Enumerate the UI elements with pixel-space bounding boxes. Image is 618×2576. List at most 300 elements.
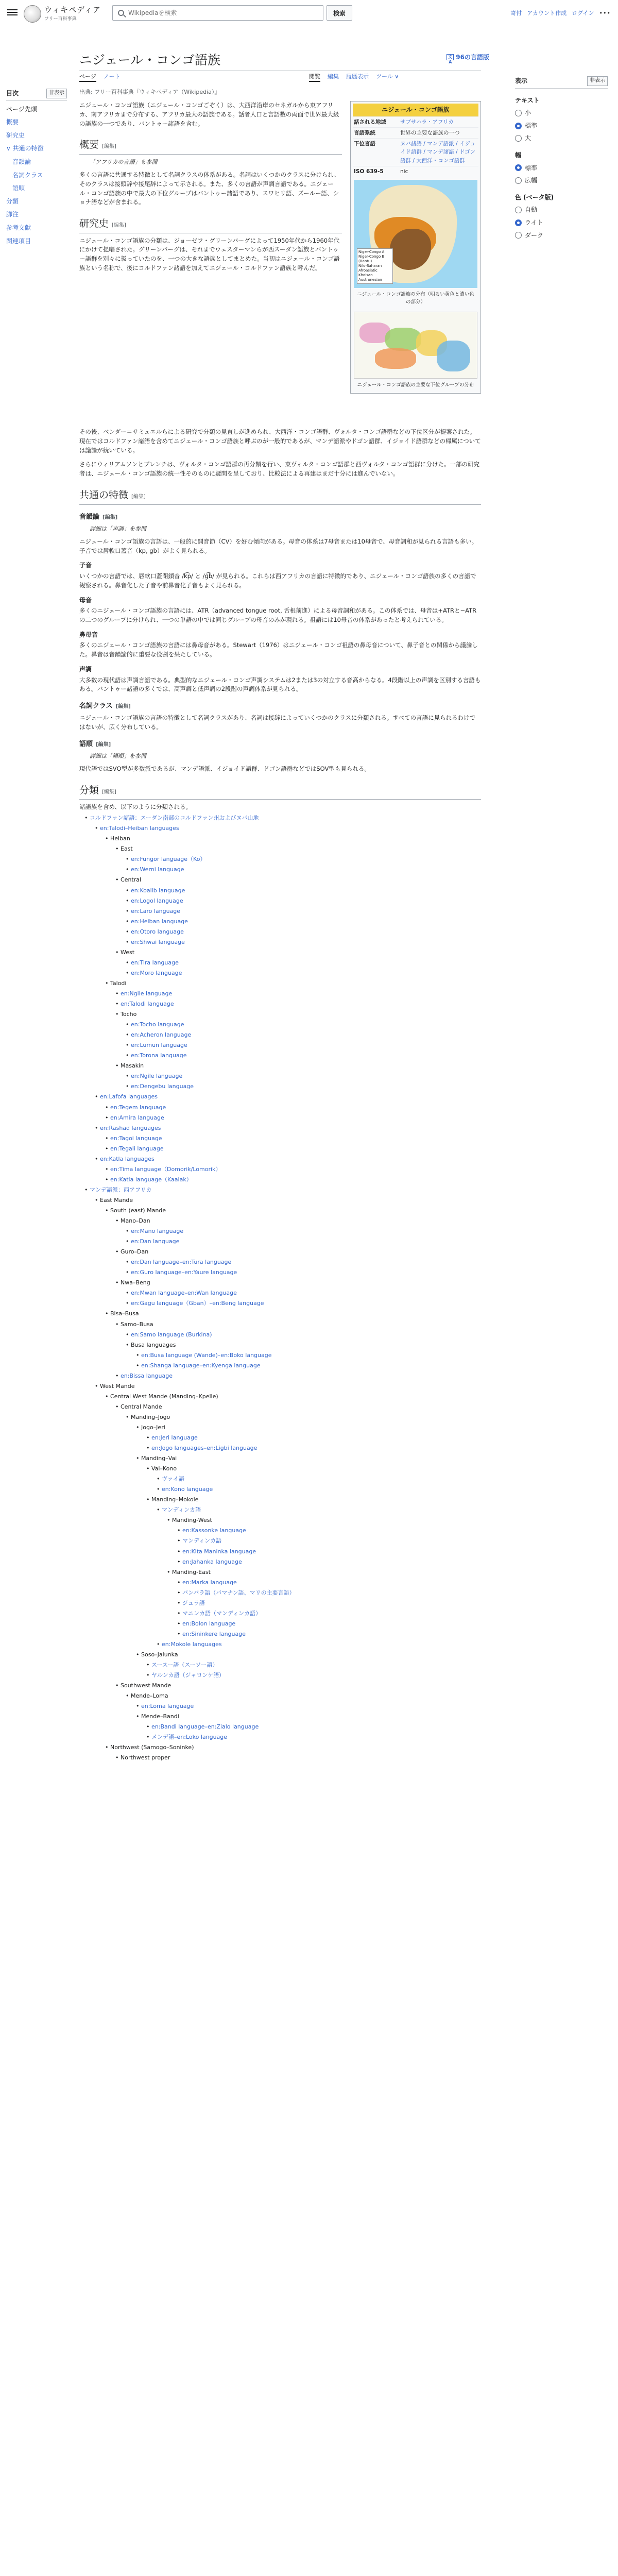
bullet-icon: •: [157, 1640, 162, 1648]
tree-node: [79, 927, 481, 936]
source-line: 出典: フリー百科事典『ウィキペディア（Wikipedia）』: [79, 89, 220, 95]
page-title: ニジェール・コンゴ語族: [79, 53, 221, 67]
toc-item[interactable]: ページ先頭: [6, 105, 37, 113]
subsection-heading: [79, 739, 481, 750]
bullet-icon: •: [105, 1744, 110, 1751]
tree-group-label: Manding-West: [172, 1517, 212, 1524]
tab-history[interactable]: 履歴表示: [346, 73, 369, 80]
tree-link[interactable]: マンデ語派：西アフリカ: [90, 1186, 152, 1193]
edit-link[interactable]: [編集]: [131, 494, 146, 500]
bullet-icon: •: [136, 1455, 141, 1462]
bullet-icon: •: [126, 918, 131, 925]
paragraph: 多くのニジェール・コンゴ語族の言語には、ATR（advanced tongue root, 舌根前進）による母音調和がある。この体系では、母音は+ATRと−ATRの二つのグループに分けられ、一つの単語の中では同じグループの母音のみが現れる。祖語には10母音の体系があったと考えられている。: [79, 607, 477, 623]
radio-label: 大: [525, 134, 531, 142]
tree-group-label: East: [121, 845, 133, 853]
tree-node: [79, 1722, 481, 1731]
infobox-key: 下位言語: [354, 141, 375, 147]
bullet-icon: •: [126, 1290, 131, 1297]
toc-item[interactable]: 概要: [6, 118, 19, 126]
tree-group-label: Heiban: [110, 835, 130, 842]
tree-group-label: Masakin: [121, 1062, 144, 1070]
tree-node: [79, 834, 481, 843]
tree-group-label: Manding–Jogo: [131, 1413, 170, 1420]
view-tabs: [309, 72, 399, 82]
tree-link[interactable]: en:Shanga language–en:Kyenga language: [141, 1362, 261, 1369]
tree-link[interactable]: en:Shwai language: [131, 938, 185, 945]
bullet-icon: •: [126, 1052, 131, 1059]
tree-link[interactable]: コルドファン諸語：スーダン南部のコルドファン州およびヌバ山地: [90, 815, 259, 822]
bullet-icon: •: [105, 1176, 110, 1183]
bullet-icon: •: [126, 969, 131, 976]
tree-group-label: Central West Mande (Manding–Kpelle): [110, 1393, 218, 1400]
table-of-contents: [6, 89, 67, 249]
edit-link[interactable]: [編集]: [102, 789, 116, 795]
tree-link[interactable]: en:Dan language: [131, 1238, 180, 1245]
tree-link[interactable]: en:Kono language: [162, 1486, 213, 1493]
tree-link[interactable]: en:Kita Maninka language: [182, 1548, 256, 1555]
tree-group-label: Guro–Dan: [121, 1248, 149, 1256]
tree-node: [79, 1175, 481, 1184]
tree-link[interactable]: マニンカ語（マンディンカ語）: [182, 1609, 262, 1617]
tree-group-label: Talodi: [110, 979, 127, 987]
bullet-icon: •: [95, 1196, 100, 1204]
bullet-icon: •: [126, 1042, 131, 1049]
wikipedia-logo[interactable]: [24, 4, 101, 23]
tree-node: [79, 1464, 481, 1473]
paragraph: 諸語族を含め、以下のように分類される。: [79, 803, 192, 811]
infobox-key: ISO 639-5: [354, 168, 384, 175]
tree-group-label: Busa languages: [131, 1341, 176, 1348]
tree-link[interactable]: en:Koalib language: [131, 887, 185, 894]
tab-read[interactable]: 閲覧: [309, 72, 320, 82]
distribution-map[interactable]: [354, 180, 477, 288]
infobox-value[interactable]: サブサハラ・アフリカ: [400, 118, 454, 125]
tree-node: [79, 1671, 481, 1680]
edit-link[interactable]: [編集]: [112, 223, 126, 229]
bullet-icon: •: [146, 1662, 151, 1669]
subsection-title: 音韻論: [79, 513, 100, 521]
bullet-icon: •: [126, 1259, 131, 1266]
section-title: 概要: [79, 139, 99, 151]
text-size-label: テキスト: [515, 96, 540, 104]
tree-link[interactable]: en:Tira language: [131, 959, 179, 966]
map-region: [437, 341, 470, 371]
tree-node: [79, 875, 481, 884]
tree-link[interactable]: en:Sininkere language: [182, 1630, 246, 1637]
tree-node: [79, 1547, 481, 1556]
toc-item[interactable]: 参考文献: [6, 224, 31, 231]
map-legend: [357, 248, 393, 284]
toc-item[interactable]: 関連項目: [6, 237, 31, 245]
tree-node: [79, 948, 481, 957]
appearance-hide-button[interactable]: 非表示: [587, 76, 608, 86]
bullet-icon: •: [105, 835, 110, 842]
tree-link[interactable]: en:Mokole languages: [162, 1640, 222, 1648]
subgroup-map[interactable]: [354, 312, 477, 379]
create-account-link[interactable]: アカウント作成: [527, 10, 567, 16]
appearance-title: 表示: [515, 77, 528, 84]
tree-link[interactable]: en:Lumun language: [131, 1042, 187, 1049]
infobox-value: nic: [400, 168, 408, 175]
tree-node: [79, 1660, 481, 1669]
bullet-icon: •: [146, 1734, 151, 1741]
tree-node: [79, 1402, 481, 1411]
tree-node: [79, 1185, 481, 1194]
tree-link[interactable]: マンディンカ語: [162, 1506, 201, 1514]
tree-node: [79, 1061, 481, 1070]
tree-node: [79, 1743, 481, 1752]
tree-link[interactable]: en:Guro language–en:Yaure language: [131, 1269, 237, 1276]
bullet-icon: •: [105, 1165, 110, 1173]
section-title: 共通の特徴: [79, 489, 129, 501]
paragraph: さらにウィリアムソンとブレンチは、ヴォルタ・コンゴ語群の再分類を行い、東ヴォルタ・コンゴ語群と西ヴォルタ・コンゴ語群に分けた。一部の研究者は、ニジェール・コンゴ語族の統一性そのものに疑問を呈しており、比較法による再建はまだ十分には進んでいない。: [79, 461, 479, 478]
width-wide[interactable]: [515, 176, 608, 185]
bullet-icon: •: [177, 1558, 182, 1565]
tree-node: [79, 1733, 481, 1741]
toc-hide-button[interactable]: 非表示: [46, 89, 67, 98]
section-title: 研究史: [79, 218, 109, 230]
bullet-icon: •: [126, 1413, 131, 1420]
tree-link[interactable]: en:Loma language: [141, 1703, 194, 1710]
tree-group-label: South (east) Mande: [110, 1207, 166, 1214]
tree-node: [79, 1516, 481, 1524]
main-menu-icon[interactable]: [7, 8, 18, 18]
bullet-icon: •: [126, 1073, 131, 1080]
tree-node: [79, 1144, 481, 1153]
bullet-icon: •: [115, 876, 121, 884]
tree-group-label: West Mande: [100, 1382, 135, 1389]
toc-item[interactable]: 名詞クラス: [12, 171, 43, 179]
radio-label: ダーク: [525, 231, 544, 239]
tree-node: [79, 1485, 481, 1494]
tree-node: [79, 1051, 481, 1060]
text-size-standard[interactable]: [515, 121, 608, 131]
tree-link[interactable]: en:Jahanka language: [182, 1558, 242, 1565]
tree-node: [79, 1320, 481, 1329]
tree-link[interactable]: ジュラ語: [182, 1599, 205, 1606]
tree-node: [79, 1557, 481, 1566]
bullet-icon: •: [105, 979, 110, 987]
tree-link[interactable]: en:Fungor language（Ko）: [131, 856, 206, 863]
radio-icon: [515, 232, 522, 239]
tree-link[interactable]: メンデ語–en:Loko language: [151, 1734, 228, 1741]
paragraph: 大多数の現代語は声調言語である。典型的なニジェール・コンゴ声調システムは2または3の対立する音高からなる。4段階以上の声調を区別する言語もある。バントゥー諸語の多くでは、高声調と低声調の2段階の声調体系が見られる。: [79, 676, 481, 693]
tree-link[interactable]: en:Lafofa languages: [100, 1093, 158, 1100]
tree-node: [79, 1609, 481, 1618]
tree-group-label: West: [121, 948, 135, 956]
paragraph: ニジェール・コンゴ語族の分類は、ジョーゼフ・グリーンバーグによって1950年代から1960年代にかけて提唱された。グリーンバーグは、それまでウェスターマンらが西スーダン語族とバントゥー語群を別々に扱っていたのを、一つの大きな語族としてまとめた。当初はニジェール・コンゴ語族という名称で、後にコルドファン諸語を加えてニジェール・コルドファン語族と呼んだ。: [79, 236, 340, 272]
legend-entry: Austronesian: [358, 278, 382, 282]
tree-node: [79, 1392, 481, 1401]
toc-item[interactable]: 脚注: [6, 211, 19, 218]
tree-link[interactable]: en:Werni language: [131, 866, 184, 873]
tree-group-label: Northwest proper: [121, 1754, 170, 1761]
login-link[interactable]: ログイン: [572, 10, 594, 16]
tree-link[interactable]: en:Tocho language: [131, 1021, 184, 1028]
tree-link[interactable]: en:Talodi–Heiban languages: [100, 825, 179, 832]
tree-group-label: Bisa–Busa: [110, 1310, 139, 1317]
tree-group-label: Samo–Busa: [121, 1320, 153, 1328]
tree-link[interactable]: en:Jogo languages–en:Ligbi language: [151, 1445, 258, 1452]
bullet-icon: •: [126, 1269, 131, 1276]
map-caption: ニジェール・コンゴ語族の分布（明るい黄色と濃い色の部分）: [357, 292, 474, 305]
radio-label: 広幅: [525, 177, 538, 184]
tree-link[interactable]: ヴァイ語: [162, 1476, 184, 1483]
tab-talk[interactable]: ノート: [103, 73, 121, 80]
language-button[interactable]: [447, 53, 489, 65]
tree-node: [79, 1216, 481, 1225]
intro-paragraph: ニジェール・コンゴ語族（ニジェール・コンゴごぞく）は、大西洋沿岸のセネガルから東アフリカ、南アフリカまで分布する、アフリカ最大の語族である。話者人口と言語数の両面で世界最大級の語族の一つであり、バントゥー諸語を含む。: [79, 101, 339, 127]
tree-link[interactable]: en:Bandi language–en:Zialo language: [151, 1723, 259, 1731]
tree-node: [79, 1361, 481, 1370]
toc-item[interactable]: 研究史: [6, 131, 25, 139]
namespace-tabs: [79, 72, 120, 82]
color-auto[interactable]: [515, 205, 608, 215]
tree-node: [79, 844, 481, 853]
tree-link[interactable]: en:Mwan language–en:Wan language: [131, 1290, 237, 1297]
bullet-icon: •: [84, 1186, 90, 1193]
bullet-icon: •: [177, 1609, 182, 1617]
bullet-icon: •: [177, 1599, 182, 1606]
text-size-large[interactable]: [515, 133, 608, 143]
tree-node: [79, 1165, 481, 1174]
tree-link[interactable]: en:Gagu language（Gban）–en:Beng language: [131, 1300, 264, 1307]
tree-node: [79, 1082, 481, 1091]
tree-node: [79, 1299, 481, 1308]
tree-link[interactable]: en:Otoro language: [131, 928, 184, 935]
paragraph: ニジェール・コンゴ語族の言語の特徴として名詞クラスがあり、名詞は接辞によっていくつかのクラスに分類される。すべての言語に見られるわけではないが、広く分布している。: [79, 714, 476, 731]
tree-group-label: Northwest (Samogo–Soninke): [110, 1744, 194, 1751]
bullet-icon: •: [136, 1713, 141, 1720]
bullet-icon: •: [126, 1300, 131, 1307]
tree-link[interactable]: スースー語（スーソー語）: [151, 1662, 218, 1669]
bullet-icon: •: [177, 1579, 182, 1586]
paragraph: 多くのニジェール・コンゴ語族の言語には鼻母音がある。Stewart（1976）はニジェール・コンゴ祖語の鼻母音について、鼻子音との関係から議論した。鼻音は音韻論的に重要な役割を果たしている。: [79, 641, 478, 658]
tree-link[interactable]: en:Logol language: [131, 897, 183, 904]
tree-group-label: Southwest Mande: [121, 1682, 171, 1689]
tree-node: [79, 1113, 481, 1122]
tree-link[interactable]: en:Kassonke language: [182, 1527, 246, 1534]
tree-node: [79, 1247, 481, 1256]
tree-group-label: Mano–Dan: [121, 1217, 150, 1225]
tree-link[interactable]: en:Torona language: [131, 1052, 187, 1059]
bullet-icon: •: [115, 1011, 121, 1018]
classification-tree: [79, 814, 481, 1762]
bullet-icon: •: [177, 1548, 182, 1555]
bullet-icon: •: [115, 1372, 121, 1379]
bullet-icon: •: [126, 938, 131, 945]
tree-link[interactable]: マンディンカ語: [182, 1537, 222, 1545]
tree-node: [79, 1495, 481, 1504]
radio-icon: [515, 207, 522, 213]
tree-link[interactable]: en:Tegali language: [110, 1145, 164, 1152]
tree-link[interactable]: en:Jeri language: [151, 1434, 198, 1442]
bullet-icon: •: [136, 1351, 141, 1359]
tree-link[interactable]: ヤルンカ語（ジャロンケ語）: [151, 1672, 225, 1679]
color-label: 色 (ベータ版): [515, 193, 554, 201]
tree-group-label: Nwa–Beng: [121, 1279, 150, 1286]
tree-node: [79, 1599, 481, 1607]
tree-link[interactable]: en:Rashad languages: [100, 1124, 161, 1131]
donate-link[interactable]: 寄付: [510, 10, 522, 16]
tree-link[interactable]: en:Busa language (Wande)–en:Boko language: [141, 1351, 272, 1359]
tree-node: [79, 1691, 481, 1700]
tree-node: [79, 1196, 481, 1205]
bullet-icon: •: [95, 1124, 100, 1131]
tree-group-label: Manding-East: [172, 1568, 211, 1575]
paragraph: いくつかの言語では、唇軟口蓋閉鎖音 /k͡p/ と /ɡ͡b/ が見られる。これらは西アフリカの言語に特徴的であり、ニジェール・コンゴ語族の多くの言語で観察される。鼻音化した子音や前鼻音化子音もよく見られる。: [79, 572, 476, 589]
tree-link[interactable]: en:Bolon language: [182, 1620, 236, 1627]
tree-link[interactable]: en:Katla language（Kaalak）: [110, 1176, 192, 1183]
tree-node: [79, 917, 481, 926]
bullet-icon: •: [115, 1062, 121, 1070]
subsubsection-heading: 声調: [79, 665, 92, 673]
tree-group-label: Mende–Bandi: [141, 1713, 179, 1720]
bullet-icon: •: [105, 1114, 110, 1121]
tree-link[interactable]: en:Marka language: [182, 1579, 237, 1586]
radio-selected-icon: [515, 164, 522, 171]
tree-link[interactable]: en:Tagoi language: [110, 1134, 162, 1142]
toc-item[interactable]: 語順: [12, 184, 25, 192]
toc-item[interactable]: 分類: [6, 197, 19, 205]
header: [0, 0, 618, 27]
article-body-wide: [79, 428, 481, 1764]
text-size-small[interactable]: [515, 108, 608, 118]
bullet-icon: •: [105, 1310, 110, 1317]
tree-node: [79, 1578, 481, 1587]
tree-node: [79, 1155, 481, 1163]
search-button[interactable]: 検索: [327, 5, 352, 21]
tree-link[interactable]: en:Tima language（Domorik/Lomorik）: [110, 1165, 221, 1173]
bullet-icon: •: [115, 1320, 121, 1328]
tree-link[interactable]: en:Dan language–en:Tura language: [131, 1259, 232, 1266]
appearance-panel: [515, 76, 608, 243]
radio-selected-icon: [515, 219, 522, 226]
tree-group-label: Central Mande: [121, 1403, 162, 1410]
tree-link[interactable]: en:Laro language: [131, 907, 181, 914]
radio-label: 小: [525, 109, 531, 117]
tree-link[interactable]: en:Bissa language: [121, 1372, 173, 1379]
infobox-key: 言語系統: [354, 129, 375, 136]
bullet-icon: •: [126, 1238, 131, 1245]
tree-node: [79, 1568, 481, 1577]
tree-node: [79, 1268, 481, 1277]
more-options-icon[interactable]: •••: [599, 10, 611, 16]
bullet-icon: •: [146, 1723, 151, 1731]
tree-link[interactable]: バンバラ語（バマナン語、マリの主要言語）: [182, 1589, 295, 1596]
tree-node: [79, 1103, 481, 1112]
tree-link[interactable]: en:Ngile language: [121, 990, 173, 997]
search-icon: [118, 10, 124, 16]
edit-link[interactable]: [編集]: [102, 514, 118, 520]
tree-node: [79, 1227, 481, 1235]
tree-link[interactable]: en:Acheron language: [131, 1031, 192, 1039]
tree-link[interactable]: en:Talodi language: [121, 1001, 174, 1008]
tree-node: [79, 1371, 481, 1380]
bullet-icon: •: [126, 1228, 131, 1235]
language-button-label: 96の言語版: [456, 54, 489, 61]
bullet-icon: •: [126, 1331, 131, 1338]
subsection-title: 語順: [79, 740, 93, 748]
radio-selected-icon: [515, 123, 522, 129]
tree-node: [79, 1536, 481, 1545]
legend-entry: Nilo-Saharan: [358, 263, 382, 268]
legend-entry: Khoisan: [358, 273, 373, 277]
tree-node: [79, 1206, 481, 1215]
edit-link[interactable]: [編集]: [102, 144, 116, 150]
tree-node: [79, 814, 481, 822]
tree-node: [79, 1712, 481, 1721]
toc-item[interactable]: 音韻論: [12, 158, 31, 165]
tree-node: [79, 1020, 481, 1029]
tree-node: [79, 989, 481, 998]
tree-node: [79, 938, 481, 946]
toc-item[interactable]: ∨ 共通の特徴: [6, 145, 44, 152]
subsubsection-heading: 鼻母音: [79, 631, 98, 638]
hatnote: 「アフリカの言語」も参照: [90, 158, 158, 165]
radio-label: 標準: [525, 164, 538, 172]
tab-tools[interactable]: ツール ∨: [376, 73, 399, 80]
infobox: [350, 101, 481, 394]
tree-link[interactable]: en:Dengebu language: [131, 1083, 194, 1090]
logo-subtitle: フリー百科事典: [44, 16, 77, 22]
tab-page[interactable]: ページ: [79, 72, 96, 82]
user-links: [510, 9, 611, 18]
hatnote: 詳細は「声調」を参照: [90, 525, 146, 532]
width-label: 幅: [515, 151, 522, 159]
bullet-icon: •: [95, 1093, 100, 1100]
tree-group-label: Vai–Kono: [151, 1465, 177, 1472]
tree-link[interactable]: en:Ngile language: [131, 1073, 183, 1080]
bullet-icon: •: [146, 1672, 151, 1679]
tree-link[interactable]: en:Amira language: [110, 1114, 164, 1121]
tree-node: [79, 979, 481, 988]
color-light[interactable]: [515, 218, 608, 228]
tree-node: [79, 969, 481, 977]
bullet-icon: •: [126, 856, 131, 863]
tree-group-label: Soso–Jalunka: [141, 1651, 178, 1658]
tree-link[interactable]: en:Moro language: [131, 969, 182, 976]
tree-link[interactable]: en:Samo language (Burkina): [131, 1331, 212, 1338]
bullet-icon: •: [146, 1434, 151, 1442]
bullet-icon: •: [126, 897, 131, 904]
color-dark[interactable]: [515, 231, 608, 241]
tree-node: [79, 1072, 481, 1080]
section-heading: [79, 783, 481, 800]
tree-node: [79, 1630, 481, 1638]
bullet-icon: •: [95, 1155, 100, 1162]
tree-link[interactable]: en:Tegem language: [110, 1104, 166, 1111]
tree-link[interactable]: en:Katla languages: [100, 1155, 154, 1162]
paragraph: 現代語ではSVO型が多数派であるが、マンデ語派、イジョイド語群、ドゴン語群などではSOV型も見られる。: [79, 765, 370, 773]
tab-edit[interactable]: 編集: [328, 73, 339, 80]
subsection-title: 名詞クラス: [79, 702, 113, 710]
bullet-icon: •: [115, 1279, 121, 1286]
section-heading: [79, 216, 342, 233]
bullet-icon: •: [105, 1134, 110, 1142]
edit-link[interactable]: [編集]: [115, 704, 131, 710]
width-standard[interactable]: [515, 163, 608, 173]
radio-icon: [515, 177, 522, 184]
edit-link[interactable]: [編集]: [96, 741, 111, 748]
tree-link[interactable]: en:Heiban language: [131, 918, 188, 925]
tree-node: [79, 1124, 481, 1132]
search-input[interactable]: [128, 9, 283, 16]
subsubsection-heading: 母音: [79, 596, 92, 604]
bullet-icon: •: [105, 1145, 110, 1152]
infobox-value[interactable]: ヌバ諸語 / マンデ語派 / イジョイド語群 / マンデ諸語 / ドゴン語群 / 大西洋・コンゴ語群: [400, 141, 476, 164]
tree-link[interactable]: en:Mano language: [131, 1228, 184, 1235]
